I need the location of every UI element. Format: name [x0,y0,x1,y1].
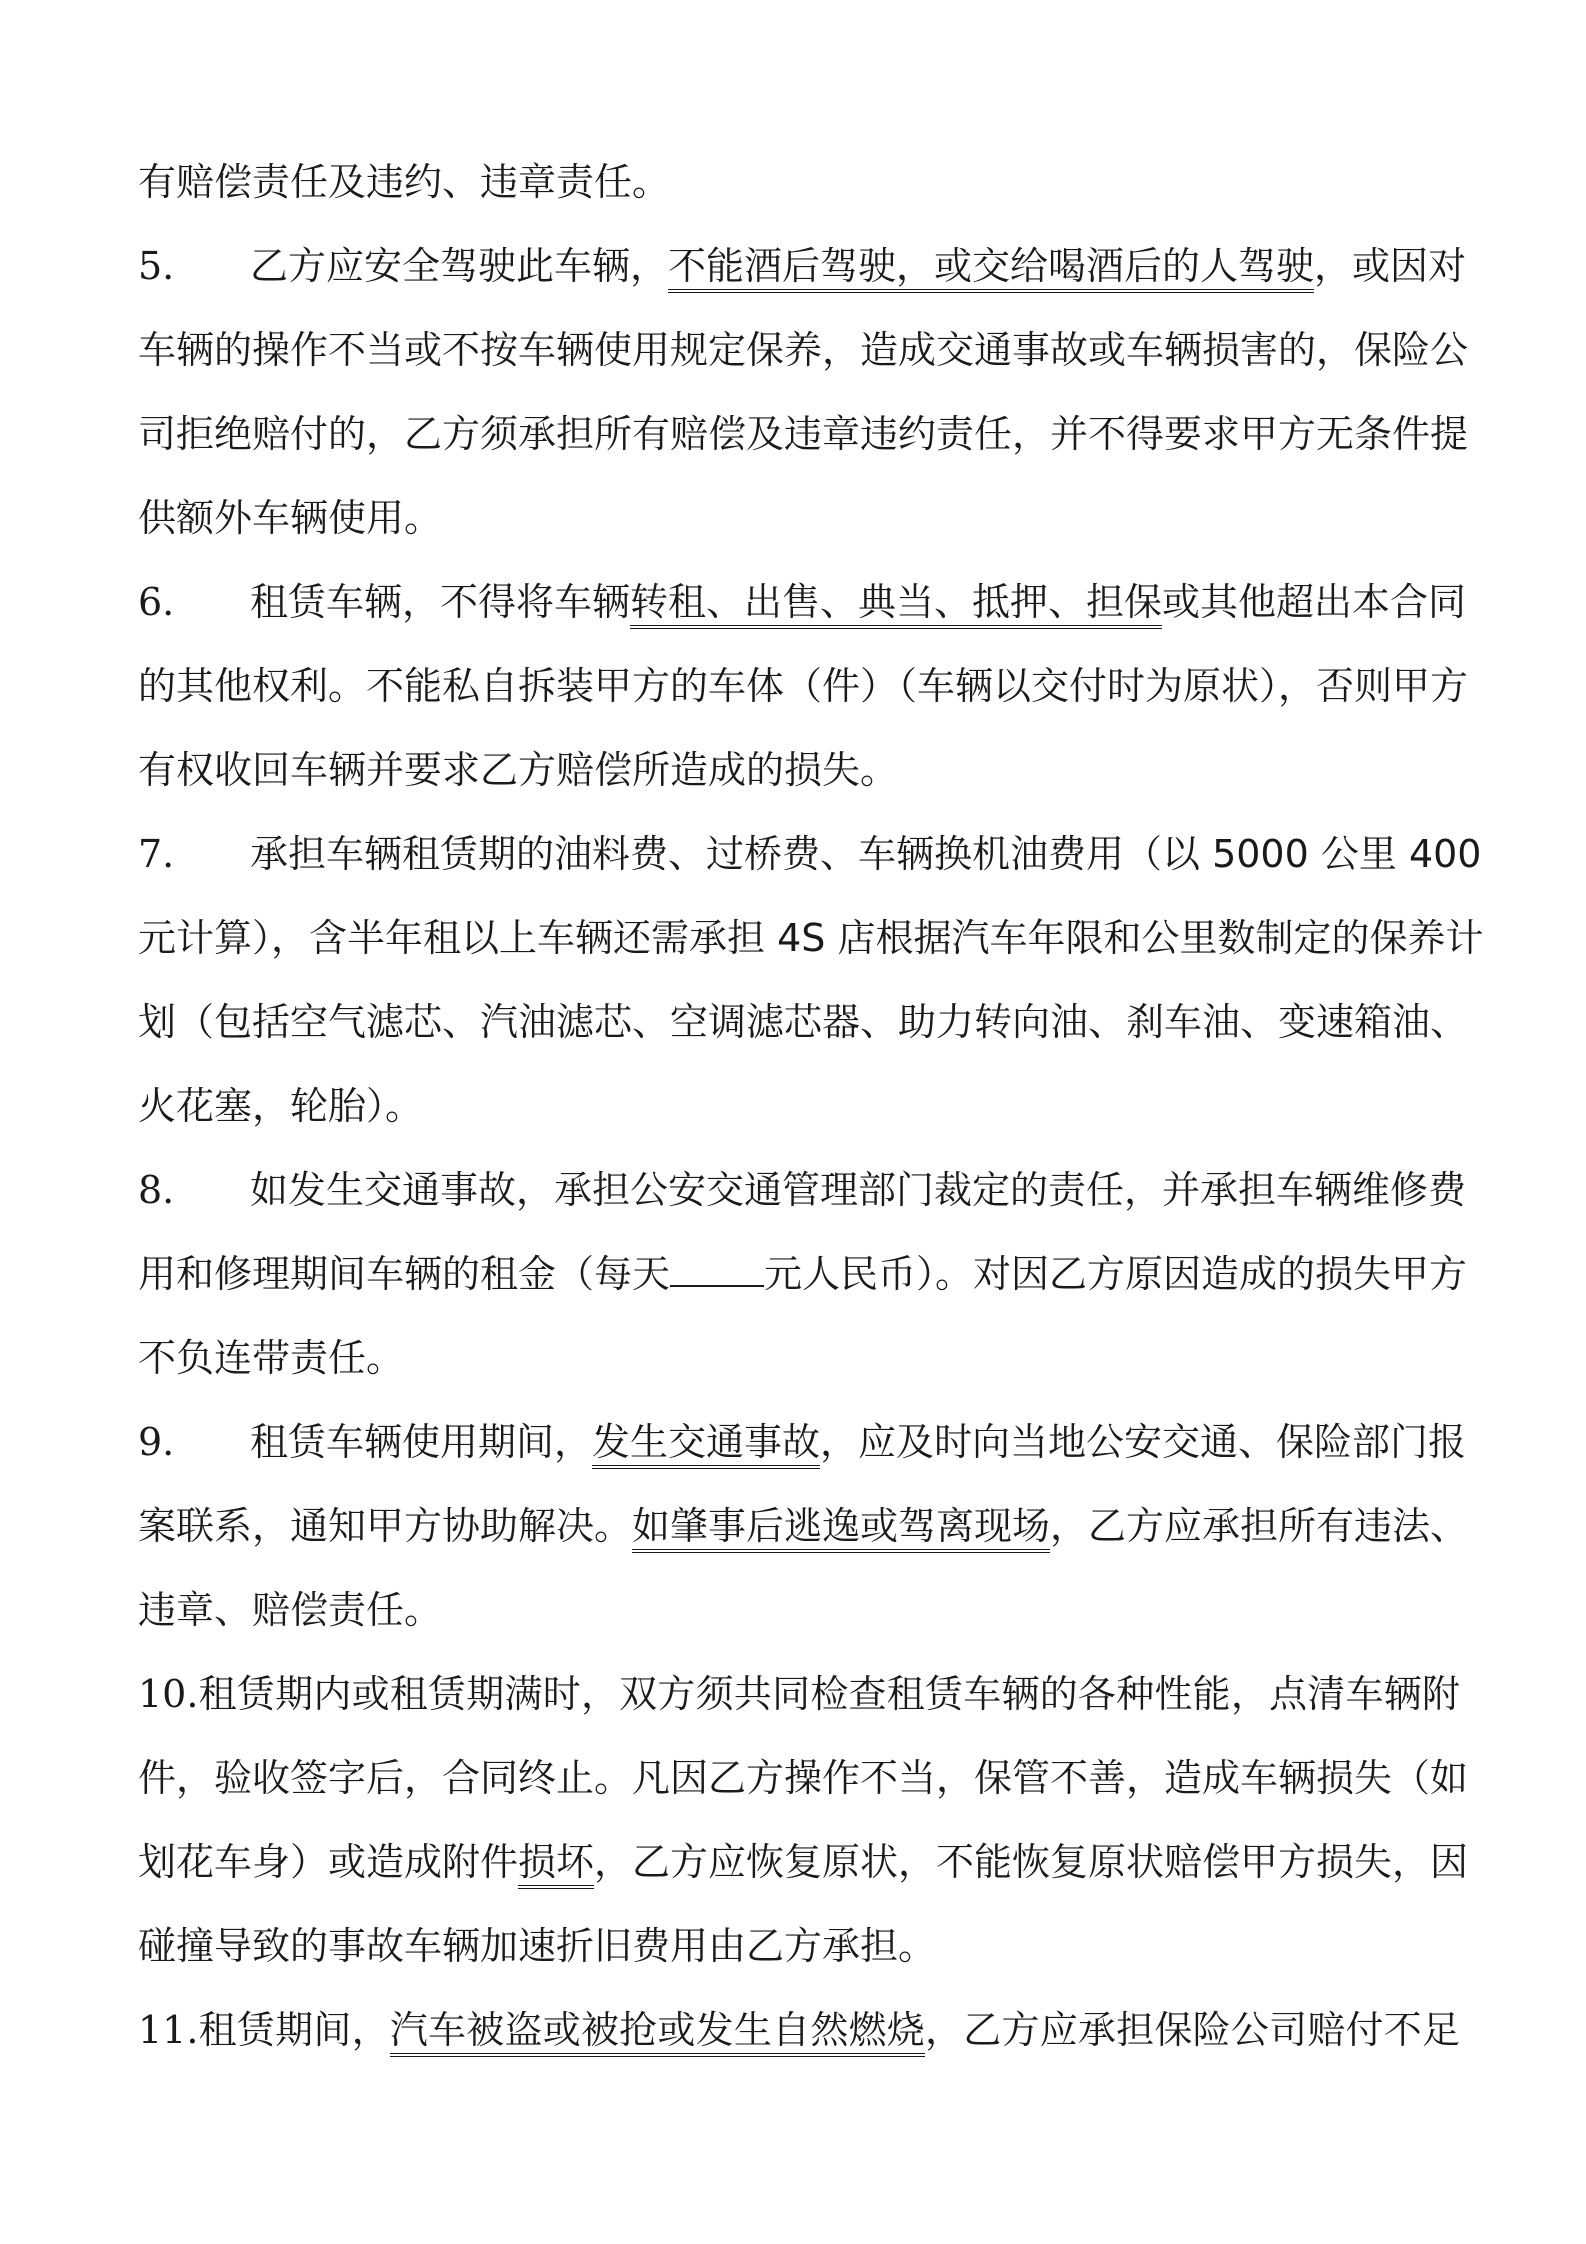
clause-7-line-4: 火花塞，轮胎）。 [138,1084,424,1128]
clause-9-number: 9. [138,1420,175,1464]
clause-10-line-3: 划花车身）或造成附件损坏，乙方应恢复原状，不能恢复原状赔偿甲方损失，因 [138,1820,1460,1904]
clause-6-number: 6. [138,580,175,624]
clause-6-underlined: 转租、出售、典当、抵押、担保 [630,580,1162,629]
clause-6-line-1: 6. 租赁车辆，不得将车辆转租、出售、典当、抵押、担保或其他超出本合同 [138,560,1460,644]
clause-6-line-3: 有权收回车辆并要求乙方赔偿所造成的损失。 [138,748,899,792]
clause-9-line-1: 9. 租赁车辆使用期间，发生交通事故，应及时向当地公安交通、保险部门报 [138,1400,1460,1484]
clause-6-line-2: 的其他权利。不能私自拆装甲方的车体（件）（车辆以交付时为原状），否则甲方 [138,664,1469,708]
clause-5-line-3: 司拒绝赔付的，乙方须承担所有赔偿及违章违约责任，并不得要求甲方无条件提 [138,412,1469,456]
clause-7-number: 7. [138,832,175,876]
clause-5-line-4: 供额外车辆使用。 [138,496,443,540]
clause-10-line-2: 件，验收签字后，合同终止。凡因乙方操作不当，保管不善，造成车辆损失（如 [138,1756,1469,1800]
clause-9-line-2: 案联系，通知甲方协助解决。如肇事后逃逸或驾离现场，乙方应承担所有违法、 [138,1484,1460,1568]
clause-5-number: 5. [138,244,175,288]
document-body [138,140,1484,2072]
daily-rent-blank [670,1257,764,1287]
clause-10-number: 10. [138,1672,199,1716]
clause-8-line-1: 8. 如发生交通事故，承担公安交通管理部门裁定的责任，并承担车辆维修费 [138,1148,1460,1232]
clause-9-underlined-1: 发生交通事故 [592,1420,820,1469]
clause-10-line-1: 10.租赁期内或租赁期满时，双方须共同检查租赁车辆的各种性能，点清车辆附 [138,1652,1460,1736]
clause-10-underlined: 损坏 [518,1840,594,1889]
clause-9-underlined-2: 如肇事后逃逸或驾离现场 [632,1504,1050,1553]
clause-7-line-1: 7. 承担车辆租赁期的油料费、过桥费、车辆换机油费用（以 5000 公里 400 [138,812,1460,896]
clause-4-continuation: 有赔偿责任及违约、违章责任。 [138,160,671,204]
clause-8-line-2: 用和修理期间车辆的租金（每天 元人民币）。对因乙方原因造成的损失甲方 [138,1252,1468,1296]
clause-8-number: 8. [138,1168,175,1212]
clause-9-line-3: 违章、赔偿责任。 [138,1588,443,1632]
clause-5-line-1: 5. 乙方应安全驾驶此车辆，不能酒后驾驶，或交给喝酒后的人驾驶，或因对 [138,224,1460,308]
clause-11-underlined: 汽车被盗或被抢或发生自然燃烧 [390,2008,925,2057]
clause-7-line-3: 划（包括空气滤芯、汽油滤芯、空调滤芯器、助力转向油、刹车油、变速箱油、 [138,1000,1469,1044]
clause-11-line-1: 11.租赁期间，汽车被盗或被抢或发生自然燃烧，乙方应承担保险公司赔付不足 [138,1988,1460,2072]
clause-5-underlined: 不能酒后驾驶，或交给喝酒后的人驾驶 [668,244,1314,293]
clause-7-line-2: 元计算），含半年租以上车辆还需承担 4S 店根据汽车年限和公里数制定的保养计 [138,916,1484,960]
clause-11-number: 11. [138,2008,199,2052]
clause-10-line-4: 碰撞导致的事故车辆加速折旧费用由乙方承担。 [138,1924,937,1968]
clause-5-line-2: 车辆的操作不当或不按车辆使用规定保养，造成交通事故或车辆损害的，保险公 [138,328,1469,372]
clause-8-line-3: 不负连带责任。 [138,1336,405,1380]
